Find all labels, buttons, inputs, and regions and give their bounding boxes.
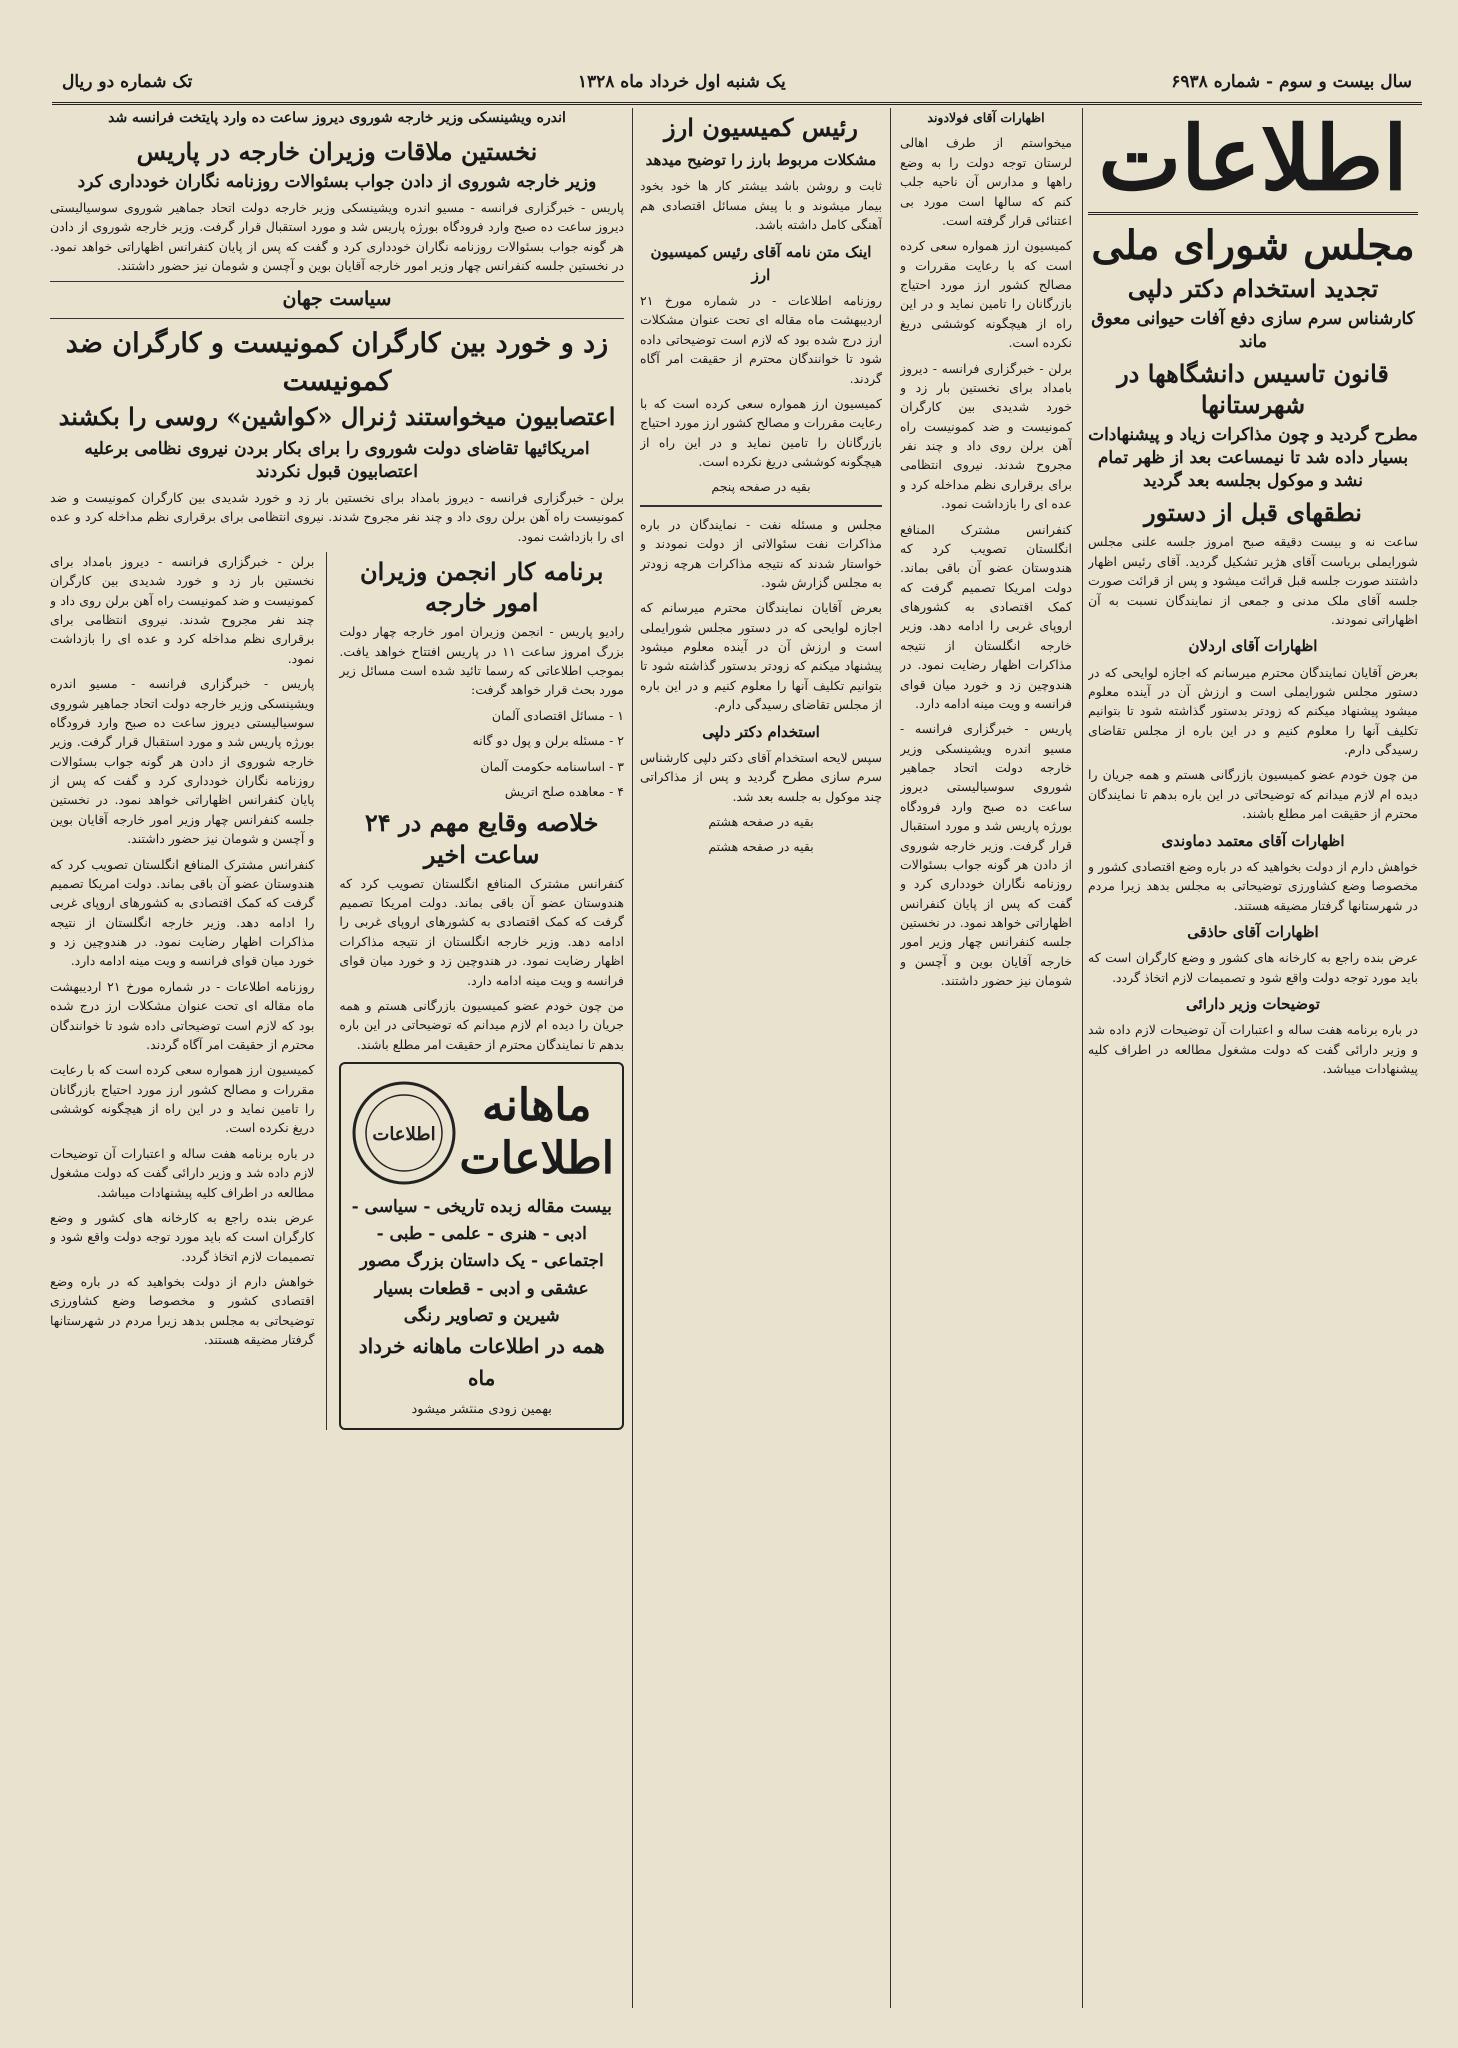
monthly-promo2: همه در اطلاعات ماهانه خرداد ماه xyxy=(358,1334,605,1390)
latest-title: خلاصه وقایع مهم در ۲۴ ساعت اخیر xyxy=(364,808,599,869)
ardalan-heading: اظهارات آقای اردلان xyxy=(1188,637,1318,656)
majlis-body1: ساعت نه و بیست دقیقه صبح امروز جلسه علنی مجلس شورایملی بریاست آقای هژیر تشکیل گردید. آقای رئیس اظهار داشتند صورت جلسه قبل قرائت میشود و پس از قرائت صورت جلسه آقای ملک مدنی و جمعی از نمایندگان نسبت به آن اظهاراتی نمودند. xyxy=(1088,534,1418,627)
monthly-promo: بیست مقاله زبده تاریخی - سیاسی - ادبی - هنری - علمی - طبی - اجتماعی - یک داستان بزرگ مصور عشقی و ادبی - قطعات بسیار شیرین و تصاویر رنگی xyxy=(351,1197,612,1326)
vishinsky-pre: اندره ویشینسکی وزیر خارجه شوروی دیروز ساعت ده وارد پایتخت فرانسه شد xyxy=(108,110,566,126)
monthly-title: ماهانه xyxy=(481,1080,592,1132)
motamedi-heading: اظهارات آقای معتمد دماوندی xyxy=(1161,831,1345,850)
vishinsky-title: نخستین ملاقات وزیران خارجه در پاریس xyxy=(136,136,538,166)
majlis-body3: من چون خودم عضو کمیسیون بازرگانی هستم و همه جریان را دیده ام لازم میدانم که توضیحاتی در این باره بدهم تا نمایندگان محترم از حقیقت امر مطلع باشند. xyxy=(1088,767,1418,822)
column-currency xyxy=(640,108,882,2008)
world-head1: زد و خورد بین کارگران کمونیست و کارگران ضد کمونیست xyxy=(65,327,609,397)
majlis-line4: نطقهای قبل از دستور xyxy=(1144,498,1362,528)
col-b-filler2: برلن - خبرگزاری فرانسه - دیروز بامداد برای نخستین بار زد و خورد شدیدی بین کارگران کمونیست و ضد کمونیست راه آهن برلن روی داد و چند نفر مجروح شدند. نیروی انتظامی برای برقراری نظم مداخله کرد و عده ای را بازداشت نمود. xyxy=(900,360,1072,512)
hazeghi-heading: اظهارات آقای حاذقی xyxy=(1187,922,1319,941)
monthly-title2: اطلاعات xyxy=(459,1133,614,1185)
agenda-item-2: ۲ - مسئله برلن و پول دو گانه xyxy=(472,733,624,749)
majlis-body2: بعرض آقایان نمایندگان محترم میرسانم که اجازه لوایحی که در دستور مجلس شورایملی است و ارزش آن در آینده معلوم میشود پیشنهاد میکنم که زودتر بدستور گذاشته شود تا بتوانیم تکلیف آنها را معلوم کنیم و در این باره از مجلس تقاضای رسیدگی دارم. xyxy=(1088,664,1418,758)
currency-body3: کمیسیون ارز همواره سعی کرده است که با رعایت مقررات و مصالح کشور ارز مورد احتیاج بازرگانان را تامین نماید و در این راه از هیچگونه کوششی دریغ نکرده است. xyxy=(640,395,882,470)
header-strip xyxy=(52,62,1422,105)
majlis-line3: مطرح گردید و چون مذاکرات زیاد و پیشنهادات بسیار داده شد تا نیمساعت بعد از ظهر تمام نشد و موکول بجلسه بعد گردید xyxy=(1088,425,1418,492)
world-col2-3: کنفرانس مشترک المنافع انگلستان تصویب کرد که هندوستان عضو آن باقی بماند. دولت امریکا تصمیم گرفت که کمک اقتصادی به کشورهای اروپای غربی را ادامه دهد. وزیر خارجه انگلستان از نتیجه مذاکرات اظهار رضایت نمود. در هندوچین زد و خورد میان قوای فرانسه و ویت مینه ادامه دارد. xyxy=(50,856,315,969)
majlis-title: مجلس شورای ملی xyxy=(1091,222,1415,269)
rule-a xyxy=(1082,108,1083,2008)
currency-body1: ثابت و روشن باشد بیشتر کار ها خود بخود بیمار میشوند و با پیش مسائل اقتصادی هم آهنگی کامل داشته باشد. xyxy=(640,178,882,233)
world-body: برلن - خبرگزاری فرانسه - دیروز بامداد برای نخستین بار زد و خورد شدیدی بین کارگران کمونیست و ضد کمونیست راه آهن برلن روی داد و چند نفر مجروح شدند. نیروی انتظامی برای برقراری نظم مداخله کرد و عده ای را بازداشت نمود. xyxy=(50,489,624,544)
seal-text: اطلاعات xyxy=(372,1124,437,1146)
majlis-line1: کارشناس سرم سازی دفع آفات حیوانی معوق ماند xyxy=(1091,309,1415,353)
majlis-body4: خواهش دارم از دولت بخواهید که در باره وضع اقتصادی کشور و مخصوصا وضع کشاورزی توضیحاتی به مجلس بدهد زیرا مردم در شهرستانها گرفتار مضیقه هستند. xyxy=(1088,858,1418,913)
vishinsky-body: پاریس - خبرگزاری فرانسه - مسیو اندره ویشینسکی وزیر خارجه دولت اتحاد جماهیر شوروی سوسیالیستی دیروز ساعت ده صبح وارد فرودگاه بورژه پاریس شد و مورد استقبال قرار گرفت. وزیر خارجه شوروی از دادن هر گونه جواب بسئوالات روزنامه نگاران خودداری کرد و گفت که پس از پایان کنفرانس اظهاراتی خواهد نمود. در نخستین جلسه کنفرانس چهار وزیر امور خارجه آقایان بوین و آچسن و شومان نیز حضور داشتند. xyxy=(50,199,624,273)
currency-letter-heading: اینک متن نامه آقای رئیس کمیسیون ارز xyxy=(650,242,872,284)
column-world xyxy=(50,108,624,2008)
currency-title: رئیس کمیسیون ارز xyxy=(664,113,858,142)
world-col2-8: خواهش دارم از دولت بخواهید که در باره وضع اقتصادی کشور و مخصوصا وضع کشاورزی توضیحاتی به مجلس بدهد زیرا مردم در شهرستانها گرفتار مضیقه هستند. xyxy=(50,1274,315,1348)
issue-date: یک شنبه اول خرداد ماه ۱۳۲۸ xyxy=(577,72,786,92)
delpy-title: استخدام دکتر دلپی xyxy=(702,722,820,741)
col-b-filler3: کنفرانس مشترک المنافع انگلستان تصویب کرد که هندوستان عضو آن باقی بماند. دولت امریکا تصمیم گرفت که کمک اقتصادی به کشورهای اروپای غربی را ادامه دهد. وزیر خارجه انگلستان از نتیجه مذاکرات اظهار رضایت نمود. در هندوچین زد و خورد میان قوای فرانسه و ویت مینه ادامه دارد. xyxy=(900,521,1072,711)
agenda-item-1: ۱ - مسائل اقتصادی آلمان xyxy=(491,707,624,723)
world-col2-6: در باره برنامه هفت ساله و اعتبارات آن توضیحات لازم داده شد و وزیر دارائی گفت که دولت مشغول مطالعه در اطراف کلیه پیشنهادات میباشد. xyxy=(50,1145,315,1200)
col-c-extra: بعرض آقایان نمایندگان محترم میرسانم که اجازه لوایحی که در دستور مجلس شورایملی است و ارزش آن در آینده معلوم میشود پیشنهاد میکنم که زودتر بدستور گذاشته شود تا بتوانیم تکلیف آنها را معلوم کنیم و در این باره از مجلس تقاضای رسیدگی دارم. xyxy=(640,600,882,713)
issue-price: تک شماره دو ریال xyxy=(62,72,193,92)
world-col2-5: کمیسیون ارز همواره سعی کرده است که با رعایت مقررات و مصالح کشور ارز مورد احتیاج بازرگانان را تامین نماید و در این راه از هیچگونه کوششی دریغ نکرده است. xyxy=(50,1062,315,1136)
world-col2-2: پاریس - خبرگزاری فرانسه - مسیو اندره ویشینسکی وزیر خارجه دولت اتحاد جماهیر شوروی سوسیالیستی دیروز ساعت ده صبح وارد فرودگاه بورژه پاریس شد و مورد استقبال قرار گرفت. وزیر خارجه شوروی از دادن هر گونه جواب بسئوالات روزنامه نگاران خودداری کرد و گفت که پس از پایان کنفرانس اظهاراتی خواهد نمود. در نخستین جلسه کنفرانس چهار وزیر امور خارجه آقایان بوین و آچسن و شومان نیز حضور داشتند. xyxy=(50,676,315,847)
monthly-footer: بهمین زودی منتشر میشود xyxy=(411,1402,552,1417)
majlis-body5: میخواستم از طرف اهالی لرستان توجه دولت را به وضع راهها و مدارس آن ناحیه جلب کنم که سالها است مورد بی اعتنائی قرار گرفته است. xyxy=(900,135,1072,228)
col-c-bottom-cont: بقیه در صفحه هشتم xyxy=(708,839,814,855)
world-col2-7: عرض بنده راجع به کارخانه های کشور و وضع کارگران است که باید مورد توجه دولت واقع شود و تصمیمات لازم اتخاذ گردد. xyxy=(50,1209,315,1264)
rule-c xyxy=(632,108,633,2008)
finance-heading: توضیحات وزیر دارائی xyxy=(1186,994,1320,1013)
issue-volume: سال بیست و سوم - شماره ۶۹۳۸ xyxy=(1171,72,1412,92)
currency-cont: بقیه در صفحه پنجم xyxy=(711,479,811,495)
agenda-item-3: ۳ - اساسنامه حکومت آلمان xyxy=(480,758,624,774)
world-col2-4: روزنامه اطلاعات - در شماره مورخ ۲۱ اردیبهشت ماه مقاله ای تحت عنوان مشکلات ارز درج شده بود که لازم است توضیحاتی داده شود تا خوانندگان محترم از حقیقت امر آگاه گردند. xyxy=(50,978,315,1052)
delpy-body: سپس لایحه استخدام آقای دکتر دلپی کارشناس سرم سازی مطرح گردید و پس از مذاکراتی چند موکول به جلسه بعد شد. xyxy=(640,749,882,804)
agenda-item-4: ۴ - معاهده صلح اتریش xyxy=(504,783,624,799)
world-section: سیاست جهان xyxy=(50,281,624,318)
majlis-line2: قانون تاسیس دانشگاهها در شهرستانها xyxy=(1117,359,1389,420)
world-head3: امریکائیها تقاضای دولت شوروی را برای بکار بردن نیروی نظامی برعلیه اعتصابیون قبول نکردند xyxy=(84,438,590,482)
majlis-body5-head: اظهارات آقای فولادوند xyxy=(927,110,1045,125)
col-b-filler4: پاریس - خبرگزاری فرانسه - مسیو اندره ویشینسکی وزیر خارجه دولت اتحاد جماهیر شوروی سوسیالیستی دیروز ساعت ده صبح وارد فرودگاه بورژه پاریس شد و مورد استقبال قرار گرفت. وزیر خارجه شوروی از دادن هر گونه جواب بسئوالات روزنامه نگاران خودداری کرد و گفت که پس از پایان کنفرانس اظهاراتی خواهد نمود. در نخستین جلسه کنفرانس چهار وزیر امور خارجه آقایان بوین و آچسن و شومان نیز حضور داشتند. xyxy=(900,721,1072,989)
currency-subtitle: مشکلات مربوط بارز را توضیح میدهد xyxy=(645,151,877,170)
agenda-body: رادیو پاریس - انجمن وزیران امور خارجه چهار دولت بزرگ امروز ساعت ۱۱ در پاریس افتتاح خواهد یافت. بموجب اطلاعاتی که رسما تائید شده است مسائل زیر مورد بحث قرار خواهد گرفت: xyxy=(339,624,624,698)
world-head2: اعتصابیون میخواستند ژنرال «کواشین» روسی را بکشند xyxy=(58,402,616,432)
col-c-bottom-body: مجلس و مسئله نفت - نمایندگان در باره مذاکرات نفت سئوالاتی از دولت نمودند و خواستار شدند که نتیجه مذاکرات هرچه زودتر به مجلس گزارش شود. xyxy=(640,516,882,590)
delpy-cont: بقیه در صفحه هشتم xyxy=(708,813,814,829)
col-b-filler1: کمیسیون ارز همواره سعی کرده است که با رعایت مقررات و مصالح کشور ارز مورد احتیاج بازرگانان را تامین نماید و در این راه از هیچگونه کوششی دریغ نکرده است. xyxy=(900,238,1072,351)
agenda-title: برنامه کار انجمن وزیران امور خارجه xyxy=(359,556,604,618)
monthly-seal-icon xyxy=(349,1078,459,1188)
majlis-body7: در باره برنامه هفت ساله و اعتبارات آن توضیحات لازم داده شد و وزیر دارائی گفت که دولت مشغول مطالعه در اطراف کلیه پیشنهادات میباشد. xyxy=(1088,1022,1418,1076)
rule-b xyxy=(890,108,891,2008)
world-col2-1: برلن - خبرگزاری فرانسه - دیروز بامداد برای نخستین بار زد و خورد شدیدی بین کارگران کمونیست و ضد کمونیست راه آهن برلن روی داد و چند نفر مجروح شدند. نیروی انتظامی برای برقراری نظم مداخله کرد و عده ای را بازداشت نمود. xyxy=(50,553,315,666)
column-majlis xyxy=(1088,108,1418,2008)
majlis-subtitle: تجدید استخدام دکتر دلپی xyxy=(1127,274,1379,303)
monthly-ad xyxy=(339,1062,624,1430)
latest-body: کنفرانس مشترک المنافع انگلستان تصویب کرد که هندوستان عضو آن باقی بماند. دولت امریکا تصمیم گرفت که کمک اقتصادی به کشورهای اروپای غربی را ادامه دهد. وزیر خارجه انگلستان از نتیجه مذاکرات اظهار رضایت نمود. در هندوچین زد و خورد میان قوای فرانسه و ویت مینه ادامه دارد. xyxy=(339,875,624,988)
column-b xyxy=(900,108,1072,2008)
masthead-logo: اطلاعات xyxy=(1098,108,1408,210)
currency-body2: روزنامه اطلاعات - در شماره مورخ ۲۱ اردیبهشت ماه مقاله ای تحت عنوان مشکلات ارز درج شده بود که لازم است توضیحاتی داده شود تا خوانندگان محترم از حقیقت امر آگاه گردند. xyxy=(640,293,882,386)
majlis-body6: عرض بنده راجع به کارخانه های کشور و وضع کارگران است که باید مورد توجه دولت واقع شود و تصمیمات لازم اتخاذ گردد. xyxy=(1088,950,1418,985)
latest-extra: من چون خودم عضو کمیسیون بازرگانی هستم و همه جریان را دیده ام لازم میدانم که توضیحاتی در این باره بدهم تا نمایندگان محترم از حقیقت امر مطلع باشند. xyxy=(339,997,624,1052)
vishinsky-sub: وزیر خارجه شوروی از دادن جواب بسئوالات روزنامه نگاران خودداری کرد xyxy=(77,171,597,192)
